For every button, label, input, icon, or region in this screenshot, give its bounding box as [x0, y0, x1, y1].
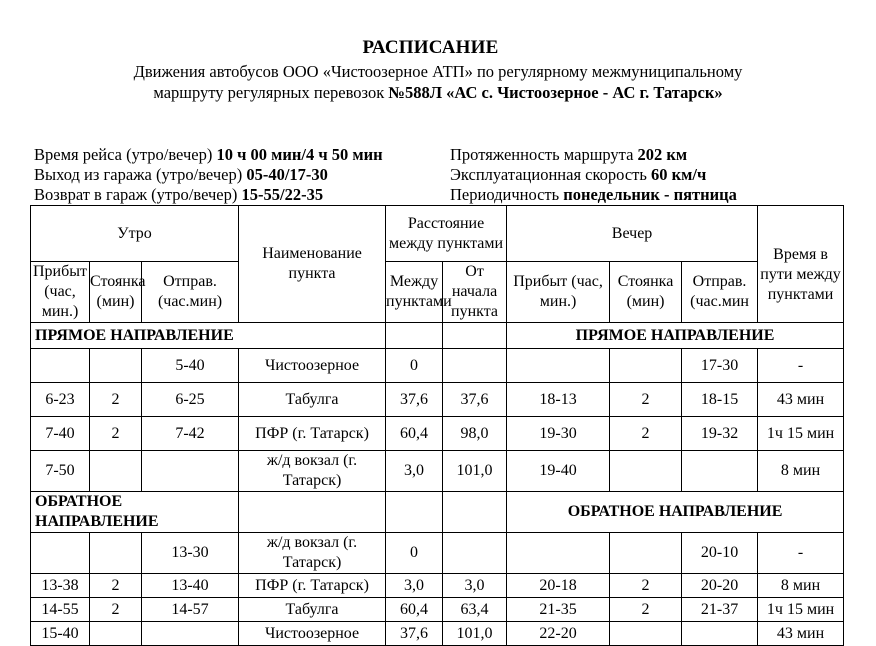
travel-time-header: Время в пути между пунктами — [758, 206, 844, 323]
empty-cell — [443, 323, 507, 349]
morning-arrive: 7-50 — [31, 451, 90, 492]
forward-direction-row — [31, 323, 844, 349]
evening-depart — [682, 451, 758, 492]
distance-between: 60,4 — [386, 417, 443, 451]
point-name: Чистоозерное — [239, 349, 386, 383]
table-row — [31, 451, 844, 492]
morning-depart: 14-57 — [142, 598, 239, 622]
periodicity-label: Периодичность — [450, 185, 564, 204]
evening-arrive: 18-13 — [507, 383, 610, 417]
morning-stop: 2 — [90, 574, 142, 598]
distance-between: 37,6 — [386, 383, 443, 417]
evening-stop — [610, 533, 682, 574]
travel-time: 8 мин — [758, 451, 844, 492]
evening-stop: 2 — [610, 598, 682, 622]
document-title: РАСПИСАНИЕ — [362, 37, 499, 58]
morning-header: Утро — [31, 206, 239, 262]
point-name: Табулга — [239, 598, 386, 622]
travel-time: 8 мин — [758, 574, 844, 598]
evening-depart: 21-37 — [682, 598, 758, 622]
morning-stop: 2 — [90, 417, 142, 451]
garage-depart-value: 05-40/17-30 — [246, 165, 328, 184]
evening-arrive: 21-35 — [507, 598, 610, 622]
distance-between: 3,0 — [386, 574, 443, 598]
evening-stop — [610, 622, 682, 646]
evening-arrive: 19-30 — [507, 417, 610, 451]
distance-from-start — [443, 349, 507, 383]
point-name: ПФР (г. Татарск) — [239, 574, 386, 598]
evening-depart: 20-20 — [682, 574, 758, 598]
travel-time: 43 мин — [758, 383, 844, 417]
evening-arrive-header: Прибыт (час, мин.) — [507, 262, 610, 323]
distance-from-start: 3,0 — [443, 574, 507, 598]
distance-between: 37,6 — [386, 622, 443, 646]
subtitle-line-2 — [0, 83, 876, 103]
morning-depart — [142, 622, 239, 646]
evening-arrive: 22-20 — [507, 622, 610, 646]
evening-arrive: 19-40 — [507, 451, 610, 492]
route-length-label: Протяженность маршрута — [450, 145, 638, 164]
empty-cell — [386, 323, 443, 349]
morning-arrive — [31, 349, 90, 383]
evening-depart: 18-15 — [682, 383, 758, 417]
morning-arrive: 7-40 — [31, 417, 90, 451]
morning-depart: 13-30 — [142, 533, 239, 574]
evening-stop: 2 — [610, 574, 682, 598]
evening-stop: 2 — [610, 417, 682, 451]
empty-cell — [443, 492, 507, 533]
speed-value: 60 км/ч — [651, 165, 707, 184]
table-row — [31, 383, 844, 417]
distance-header: Расстояние между пунктами — [386, 206, 507, 262]
morning-stop — [90, 622, 142, 646]
evening-arrive: 20-18 — [507, 574, 610, 598]
travel-time: 1ч 15 мин — [758, 598, 844, 622]
morning-arrive — [31, 533, 90, 574]
header-row-1 — [31, 206, 844, 262]
travel-time: - — [758, 349, 844, 383]
distance-between: 3,0 — [386, 451, 443, 492]
evening-stop-header: Стоянка (мин) — [610, 262, 682, 323]
point-name: ПФР (г. Татарск) — [239, 417, 386, 451]
back-direction-evening: ОБРАТНОЕ НАПРАВЛЕНИЕ — [507, 492, 844, 533]
travel-time: - — [758, 533, 844, 574]
morning-stop: 2 — [90, 383, 142, 417]
back-direction-row — [31, 492, 844, 533]
distance-from-start: 37,6 — [443, 383, 507, 417]
back-direction-morning-line-2: НАПРАВЛЕНИЕ — [35, 513, 159, 530]
table-row — [31, 574, 844, 598]
evening-depart: 20-10 — [682, 533, 758, 574]
morning-depart — [142, 451, 239, 492]
travel-time: 1ч 15 мин — [758, 417, 844, 451]
evening-stop: 2 — [610, 383, 682, 417]
periodicity-value: понедельник - пятница — [563, 185, 737, 204]
forward-direction-morning: ПРЯМОЕ НАПРАВЛЕНИЕ — [31, 323, 386, 349]
morning-depart: 5-40 — [142, 349, 239, 383]
trip-time-info — [34, 145, 383, 165]
forward-direction-evening: ПРЯМОЕ НАПРАВЛЕНИЕ — [507, 323, 844, 349]
trip-time-label: Время рейса (утро/вечер) — [34, 145, 217, 164]
distance-from-start: 63,4 — [443, 598, 507, 622]
morning-stop-header: Стоянка (мин) — [90, 262, 142, 323]
point-name: ж/д вокзал (г. Татарск) — [239, 533, 386, 574]
evening-arrive — [507, 533, 610, 574]
distance-from-start: 101,0 — [443, 622, 507, 646]
evening-arrive — [507, 349, 610, 383]
distance-from-start: 101,0 — [443, 451, 507, 492]
garage-depart-label: Выход из гаража (утро/вечер) — [34, 165, 247, 184]
route-length-info — [450, 145, 687, 165]
morning-stop — [90, 533, 142, 574]
point-name: ж/д вокзал (г. Татарск) — [239, 451, 386, 492]
evening-header: Вечер — [507, 206, 758, 262]
morning-arrive-header: Прибыт (час, мин.) — [31, 262, 90, 323]
evening-depart: 17-30 — [682, 349, 758, 383]
morning-arrive: 15-40 — [31, 622, 90, 646]
table-row — [31, 417, 844, 451]
garage-depart-info — [34, 165, 328, 185]
distance-from-start — [443, 533, 507, 574]
back-direction-morning — [31, 492, 239, 533]
garage-return-value: 15-55/22-35 — [241, 185, 324, 204]
between-header: Между пунктами — [386, 262, 443, 323]
speed-label: Эксплуатационная скорость — [450, 165, 652, 184]
morning-stop: 2 — [90, 598, 142, 622]
back-direction-morning-line-1: ОБРАТНОЕ — [35, 493, 123, 510]
point-name: Табулга — [239, 383, 386, 417]
distance-from-start: 98,0 — [443, 417, 507, 451]
point-name-header: Наименование пункта — [239, 206, 386, 323]
morning-depart: 6-25 — [142, 383, 239, 417]
empty-cell — [386, 492, 443, 533]
morning-arrive: 6-23 — [31, 383, 90, 417]
distance-between: 0 — [386, 533, 443, 574]
schedule-table — [30, 205, 844, 646]
morning-depart: 13-40 — [142, 574, 239, 598]
morning-arrive: 14-55 — [31, 598, 90, 622]
table-row — [31, 533, 844, 574]
from-start-header: От начала пункта — [443, 262, 507, 323]
evening-stop — [610, 349, 682, 383]
route-name: №588Л «АС с. Чистоозерное - АС г. Татарск» — [388, 83, 723, 102]
point-name: Чистоозерное — [239, 622, 386, 646]
periodicity-info — [450, 185, 737, 205]
evening-depart-header: Отправ. (час.мин — [682, 262, 758, 323]
route-prefix: маршруту регулярных перевозок — [153, 83, 389, 102]
evening-depart — [682, 622, 758, 646]
subtitle-line-1: Движения автобусов ООО «Чистоозерное АТП» по регулярному межмуниципальному — [133, 62, 743, 81]
speed-info — [450, 165, 706, 185]
morning-arrive: 13-38 — [31, 574, 90, 598]
distance-between: 60,4 — [386, 598, 443, 622]
travel-time: 43 мин — [758, 622, 844, 646]
distance-between: 0 — [386, 349, 443, 383]
table-row — [31, 349, 844, 383]
evening-depart: 19-32 — [682, 417, 758, 451]
evening-stop — [610, 451, 682, 492]
table-row — [31, 598, 844, 622]
morning-stop — [90, 451, 142, 492]
table-row — [31, 622, 844, 646]
empty-cell — [239, 492, 386, 533]
header-row-2 — [31, 262, 844, 323]
morning-depart: 7-42 — [142, 417, 239, 451]
route-length-value: 202 км — [637, 145, 688, 164]
trip-time-value: 10 ч 00 мин/4 ч 50 мин — [216, 145, 383, 164]
garage-return-label: Возврат в гараж (утро/вечер) — [34, 185, 242, 204]
morning-depart-header: Отправ. (час.мин) — [142, 262, 239, 323]
garage-return-info — [34, 185, 323, 205]
morning-stop — [90, 349, 142, 383]
